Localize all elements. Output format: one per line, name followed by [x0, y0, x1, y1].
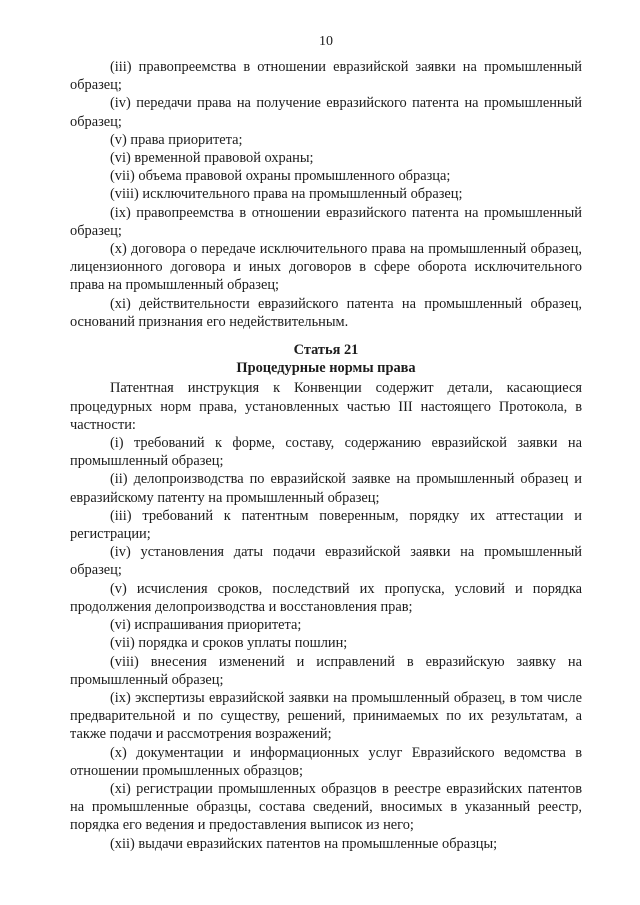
procedural-list [70, 379, 582, 852]
list-item: (iv) передачи права на получение евразийского патента на промышленный образец; [70, 95, 582, 130]
list-item: (iv) установления даты подачи евразийской заявки на промышленный образец; [70, 544, 582, 579]
list-item: (ix) экспертизы евразийской заявки на промышленный образец, в том числе предварительной и по существу, решений, принимаемых по их результатам, а также подачи и рассмотрения возражений; [70, 689, 582, 743]
article-title: Процедурные нормы права [236, 360, 416, 377]
list-item: (vi) временной правовой охраны; [110, 150, 314, 167]
list-item: (xi) регистрации промышленных образцов в реестре евразийских патентов на промышленные образцы, состава сведений, вносимых в указанный реестр, порядка его ведения и предоставления выписок из него; [70, 780, 582, 834]
list-item: (vii) объема правовой охраны промышленного образца; [110, 168, 451, 185]
list-item: (x) договора о передаче исключительного права на промышленный образец, лицензионного договора и иных договоров в сфере оборота исключительного права на промышленный образец; [70, 241, 582, 294]
list-item: (iii) правопреемства в отношении евразийской заявки на промышленный образец; [70, 59, 582, 94]
rights-list [70, 58, 582, 331]
list-item: (ii) делопроизводства по евразийской заявке на промышленный образец и евразийскому патенту на промышленный образец; [70, 471, 582, 506]
article-number: Статья 21 [293, 342, 359, 359]
list-item: (i) требований к форме, составу, содержанию евразийской заявки на промышленный образец; [70, 435, 582, 470]
list-item: (iii) требований к патентным поверенным, порядку их аттестации и регистрации; [70, 507, 582, 543]
list-item: (viii) внесения изменений и исправлений в евразийскую заявку на промышленный образец; [70, 653, 582, 688]
list-item: (vii) порядка и сроков уплаты пошлин; [110, 635, 348, 652]
list-item: (ix) правопреемства в отношении евразийского патента на промышленный образец; [70, 204, 582, 239]
list-item: (xi) действительности евразийского патента на промышленный образец, оснований признания его недействительным. [70, 295, 582, 330]
list-item: (v) права приоритета; [110, 131, 243, 148]
list-item: (viii) исключительного права на промышленный образец; [110, 186, 463, 203]
list-item: (x) документации и информационных услуг Евразийского ведомства в отношении промышленных образцов; [70, 744, 582, 779]
list-item: (vi) испрашивания приоритета; [110, 617, 302, 634]
list-item: (xii) выдачи евразийских патентов на промышленные образцы; [110, 835, 498, 852]
page-number: 10 [319, 34, 333, 49]
list-item: (v) исчисления сроков, последствий их пропуска, условий и порядка продолжения делопроизводства и восстановления прав; [70, 580, 582, 615]
article-intro: Патентная инструкция к Конвенции содержит детали, касающиеся процедурных норм права, установленных частью III настоящего Протокола, в частности: [70, 380, 582, 433]
